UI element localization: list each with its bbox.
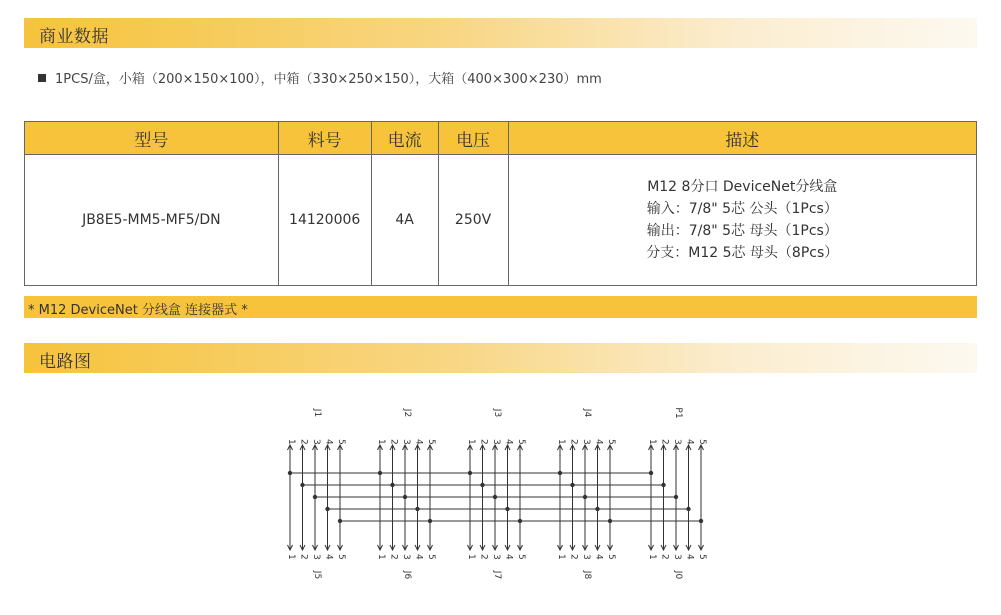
pin-number-top: 2 — [298, 439, 309, 445]
cell-voltage: 250V — [438, 155, 508, 286]
pin-number-top: 3 — [491, 439, 501, 445]
pin-number-top: 1 — [376, 439, 386, 445]
connector-label-top: J1 — [312, 408, 322, 418]
section-title: 电路图 — [39, 352, 92, 372]
pin-number-bottom: 4 — [503, 554, 514, 560]
cell-part-no: 14120006 — [278, 155, 371, 286]
pin-number-bottom: 2 — [568, 554, 579, 560]
pin-number-bottom: 2 — [659, 554, 670, 560]
pin-number-top: 1 — [647, 439, 657, 445]
junction-dot — [649, 471, 653, 475]
packaging-text: 1PCS/盒，小箱（200×150×100），中箱（330×250×150），大箱（400×300×230）mm — [55, 72, 602, 87]
pin-number-bottom: 1 — [376, 554, 386, 560]
pin-number-bottom: 3 — [581, 554, 591, 560]
description-line: 输入：7/8" 5芯 公头（1Pcs） — [646, 201, 838, 217]
connector-label-bottom: J8 — [582, 570, 592, 580]
section-header-commercial — [24, 18, 977, 48]
cell-model: JB8E5-MM5-MF5/DN — [25, 155, 279, 286]
junction-dot — [480, 483, 484, 487]
section-title: 商业数据 — [39, 27, 109, 47]
pin-number-bottom: 2 — [298, 554, 309, 560]
bullet-square-icon — [38, 74, 46, 82]
header-voltage: 电压 — [438, 122, 508, 155]
junction-dot — [505, 507, 509, 511]
pin-number-bottom: 3 — [311, 554, 321, 560]
pin-number-top: 4 — [593, 439, 604, 445]
junction-dot — [428, 519, 432, 523]
pin-number-top: 3 — [311, 439, 321, 445]
connector-label-top: J2 — [402, 408, 412, 418]
pin-number-top: 4 — [323, 439, 334, 445]
pin-number-bottom: 3 — [401, 554, 411, 560]
pin-number-bottom: 5 — [697, 554, 707, 560]
junction-dot — [288, 471, 292, 475]
pin-number-bottom: 5 — [426, 554, 436, 560]
pin-number-bottom: 5 — [516, 554, 526, 560]
junction-dot — [583, 495, 587, 499]
pin-number-bottom: 4 — [323, 554, 334, 560]
pin-number-top: 1 — [556, 439, 566, 445]
header-part-no: 料号 — [278, 122, 371, 155]
junction-dot — [313, 495, 317, 499]
spec-table — [24, 121, 977, 286]
connector-label-top: P1 — [673, 407, 683, 419]
header-description: 描述 — [508, 122, 976, 155]
pin-number-top: 4 — [684, 439, 695, 445]
description-line: M12 8分口 DeviceNet分线盒 — [647, 179, 838, 195]
connector-label-top: J3 — [492, 408, 502, 418]
junction-dot — [403, 495, 407, 499]
junction-dot — [686, 507, 690, 511]
note-bar — [24, 296, 977, 318]
pin-number-bottom: 4 — [413, 554, 424, 560]
junction-dot — [518, 519, 522, 523]
pin-number-top: 3 — [401, 439, 411, 445]
junction-dot — [595, 507, 599, 511]
junction-dot — [699, 519, 703, 523]
circuit-diagram — [0, 395, 1001, 595]
pin-number-top: 1 — [466, 439, 476, 445]
junction-dot — [300, 483, 304, 487]
pin-number-top: 2 — [388, 439, 399, 445]
note-text: * M12 DeviceNet 分线盒 连接器式 * — [28, 303, 248, 318]
pin-number-top: 5 — [516, 439, 526, 445]
pin-number-top: 2 — [478, 439, 489, 445]
junction-dot — [570, 483, 574, 487]
connector-label-top: J4 — [582, 408, 592, 418]
pin-number-top: 4 — [503, 439, 514, 445]
pin-number-bottom: 1 — [647, 554, 657, 560]
pin-number-bottom: 2 — [478, 554, 489, 560]
pin-number-top: 2 — [659, 439, 670, 445]
pin-number-top: 3 — [581, 439, 591, 445]
description-line: 分支：M12 5芯 母头（8Pcs） — [646, 245, 839, 261]
pin-number-bottom: 2 — [388, 554, 399, 560]
junction-dot — [558, 471, 562, 475]
junction-dot — [378, 471, 382, 475]
pin-number-top: 1 — [286, 439, 296, 445]
junction-dot — [338, 519, 342, 523]
pin-number-bottom: 5 — [606, 554, 616, 560]
junction-dot — [493, 495, 497, 499]
header-model: 型号 — [25, 122, 279, 155]
header-current: 电流 — [371, 122, 438, 155]
pin-number-bottom: 1 — [466, 554, 476, 560]
pin-number-top: 5 — [426, 439, 436, 445]
junction-dot — [468, 471, 472, 475]
junction-dot — [415, 507, 419, 511]
pin-number-bottom: 4 — [593, 554, 604, 560]
connector-label-bottom: J6 — [402, 570, 412, 580]
table-row — [25, 155, 977, 286]
connector-label-bottom: J7 — [492, 570, 502, 580]
connector-label-bottom: J5 — [312, 570, 322, 580]
packaging-info — [38, 68, 602, 87]
section-header-circuit — [24, 343, 977, 373]
pin-number-top: 2 — [568, 439, 579, 445]
pin-number-top: 3 — [672, 439, 682, 445]
cell-description — [508, 155, 976, 286]
pin-number-top: 4 — [413, 439, 424, 445]
junction-dot — [661, 483, 665, 487]
pin-number-bottom: 3 — [672, 554, 682, 560]
pin-number-bottom: 3 — [491, 554, 501, 560]
connector-label-bottom: J0 — [673, 570, 683, 580]
pin-number-bottom: 4 — [684, 554, 695, 560]
junction-dot — [608, 519, 612, 523]
junction-dot — [325, 507, 329, 511]
pin-number-bottom: 1 — [556, 554, 566, 560]
pin-number-top: 5 — [606, 439, 616, 445]
pin-number-bottom: 1 — [286, 554, 296, 560]
cell-current: 4A — [371, 155, 438, 286]
junction-dot — [390, 483, 394, 487]
junction-dot — [674, 495, 678, 499]
table-header-row — [25, 122, 977, 155]
pin-number-top: 5 — [336, 439, 346, 445]
pin-number-top: 5 — [697, 439, 707, 445]
description-line: 输出：7/8" 5芯 母头（1Pcs） — [646, 223, 838, 239]
pin-number-bottom: 5 — [336, 554, 346, 560]
